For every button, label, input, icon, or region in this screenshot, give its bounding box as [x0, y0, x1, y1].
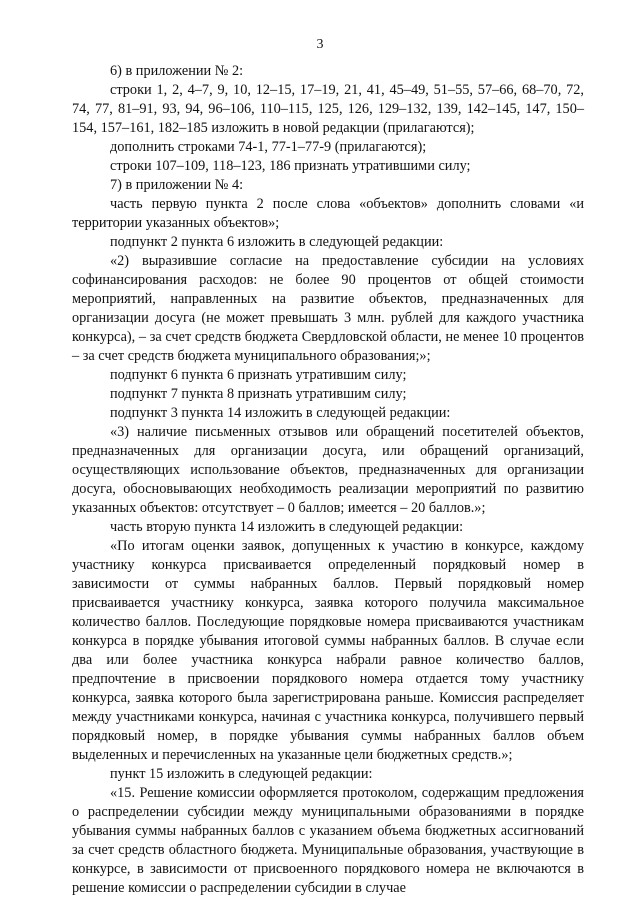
- paragraph: «3) наличие письменных отзывов или обращений посетителей объектов, предназначенных для организации досуга, или обращений организаций, осуществляющих использование объектов, предназначенных для организации досуга, обосновывающих необходимость реализации мероприятий по развитию указанных объектов: отсутствует – 0 баллов; имеется – 20 баллов.»;: [72, 424, 584, 516]
- paragraph: подпункт 7 пункта 8 признать утратившим силу;: [110, 386, 407, 402]
- paragraph: 6) в приложении № 2:: [110, 63, 244, 79]
- paragraph: 7) в приложении № 4:: [110, 177, 244, 193]
- document-body: [72, 62, 584, 898]
- paragraph: часть первую пункта 2 после слова «объектов» дополнить словами «и территории указанных объектов»;: [72, 196, 584, 231]
- paragraph: подпункт 3 пункта 14 изложить в следующей редакции:: [110, 405, 451, 421]
- page-number: 3: [316, 37, 324, 52]
- paragraph: строки 107–109, 118–123, 186 признать утратившими силу;: [110, 158, 471, 174]
- paragraph: часть вторую пункта 14 изложить в следующей редакции:: [110, 519, 464, 535]
- paragraph: пункт 15 изложить в следующей редакции:: [110, 766, 373, 782]
- paragraph: «2) выразившие согласие на предоставление субсидии на условиях софинансирования расходов: не более 90 процентов от общей стоимости мероприятий, направленных на развитие объектов, предназначенных для организации досуга (не может превышать 3 млн. рублей для каждого участника конкурса), – за счет средств бюджета Свердловской области, не менее 10 процентов – за счет средств бюджета муниципального образования;»;: [72, 253, 584, 364]
- paragraph: «15. Решение комиссии оформляется протоколом, содержащим предложения о распределении субсидии между муниципальными образованиями в порядке убывания суммы набранных баллов с указанием объема бюджетных ассигнований за счет средств областного бюджета. Муниципальные образования, участвующие в конкурсе, в зависимости от присвоенного порядкового номера не включаются в решение комиссии о распределении субсидии в случае: [72, 785, 584, 896]
- paragraph: дополнить строками 74-1, 77-1–77-9 (прилагаются);: [110, 139, 427, 155]
- paragraph: «По итогам оценки заявок, допущенных к участию в конкурсе, каждому участнику конкурса присваивается определенный порядковый номер в зависимости от суммы набранных баллов. Первый порядковый номер присваивается участнику конкурса, заявка которого получила максимальное количество баллов. Последующие порядковые номера присваиваются участникам конкурса в порядке убывания итоговой суммы набранных баллов. В случае если два или более участника конкурса набрали равное количество баллов, предпочтение в присвоении порядкового номера отдается тому участнику конкурса, заявка которого была зарегистрирована раньше. Комиссия распределяет между участниками конкурса, начиная с участника конкурса, получившего первый порядковый номер, в порядке убывания суммы набранных баллов объем выделенных и перечисленных на указанные цели бюджетных средств.»;: [72, 538, 584, 763]
- paragraph: подпункт 2 пункта 6 изложить в следующей редакции:: [110, 234, 444, 250]
- paragraph: подпункт 6 пункта 6 признать утратившим силу;: [110, 367, 407, 383]
- paragraph: строки 1, 2, 4–7, 9, 10, 12–15, 17–19, 21, 41, 45–49, 51–55, 57–66, 68–70, 72, 74, 77, 81–91, 93, 94, 96–106, 110–115, 125, 126, 129–132, 139, 142–145, 147, 150–154, 157–161, 182–185 изложить в новой редакции (прилагаются);: [72, 82, 584, 136]
